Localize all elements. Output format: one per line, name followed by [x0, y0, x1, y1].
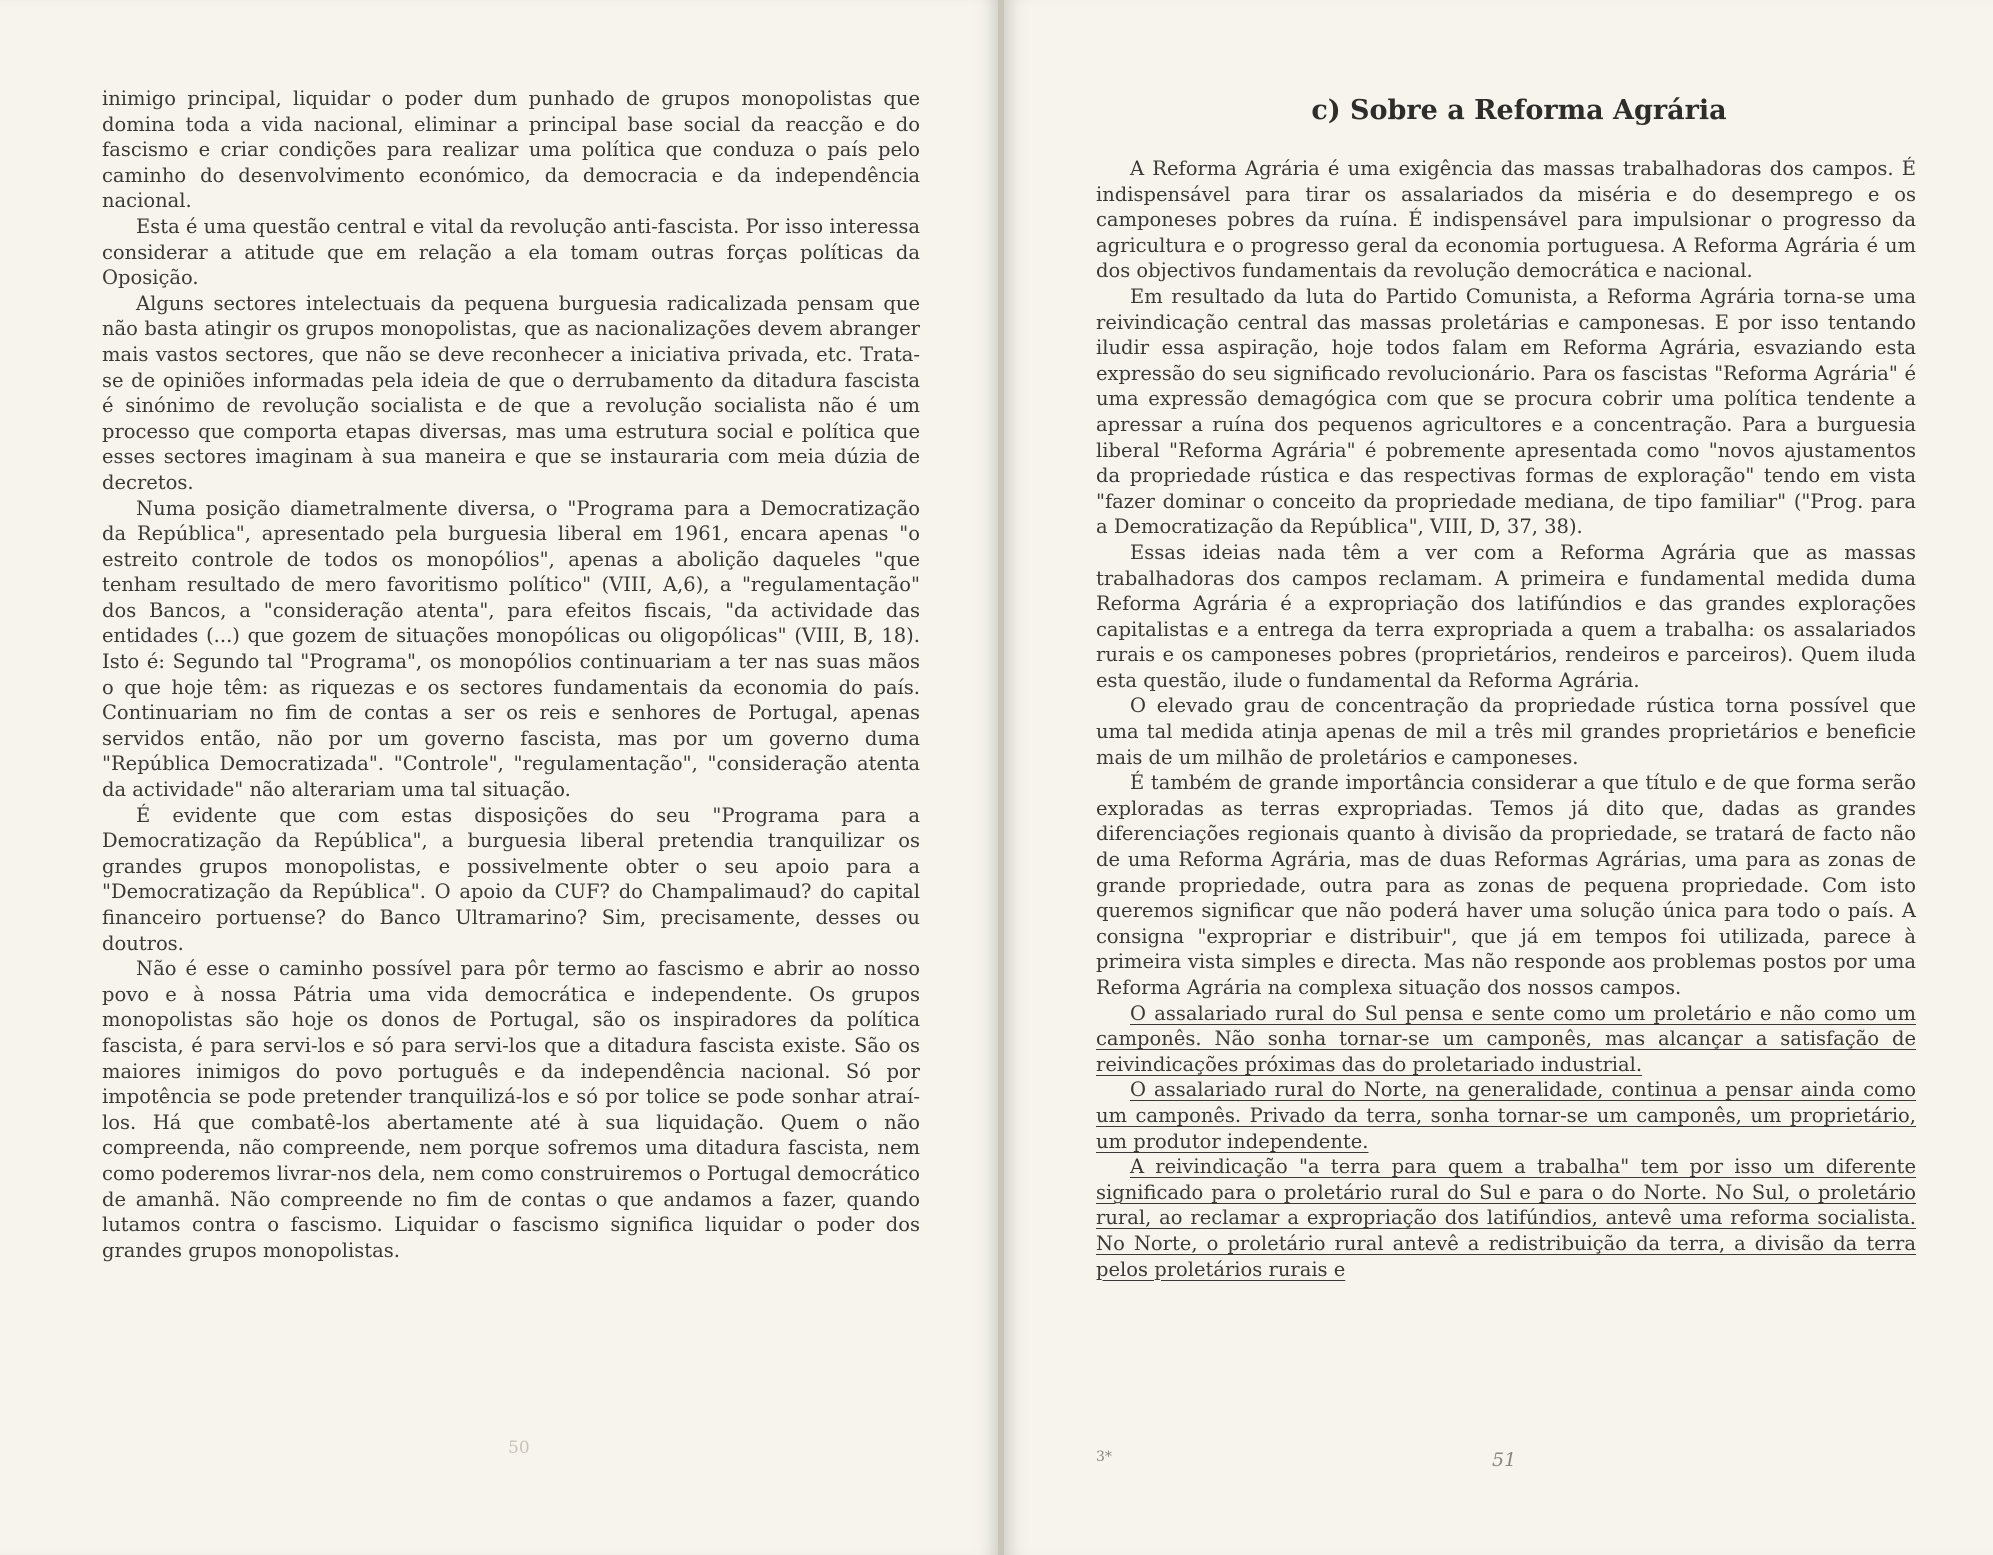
underlined-paragraph: O assalariado rural do Norte, na generalidade, continua a pensar ainda como um camponês. Privado da terra, sonha tornar-se um camponês, um proprietário, um produtor independente.	[1096, 1078, 1916, 1153]
paragraph: Numa posição diametralmente diversa, o "Programa para a Democratização da República", apresentado pela burguesia liberal em 1961, encara apenas "o estreito controle de todos os monopólios", apenas a abolição daqueles "que tenham resultado de mero favoritismo político" (VIII, A,6), a "regulamentação" dos Bancos, a "consideração atenta", para efeitos fiscais, "da actividade das entidades (...) que gozem de situações monopólicas ou oligopólicas" (VIII, B, 18). Isto é: Segundo tal "Programa", os monopólios continuariam a ter nas suas mãos o que hoje têm: as riquezas e os sectores fundamentais da economia do país. Continuariam no fim de contas a ser os reis e senhores de Portugal, apenas servidos então, não por um governo fascista, mas por um governo duma "República Democratizada". "Controle", "regulamentação", "consideração atenta da actividade" não alterariam uma tal situação.	[102, 496, 920, 802]
paragraph: Esta é uma questão central e vital da revolução anti-fascista. Por isso interessa considerar a atitude que em relação a ela tomam outras forças políticas da Oposição.	[102, 214, 921, 290]
right-page	[1004, 0, 1993, 1555]
paragraph: O elevado grau de concentração da propriedade rústica torna possível que uma tal medida atinja apenas de mil a três mil grandes proprietários e beneficie mais de um milhão de proletários e camponeses.	[1096, 694, 1916, 769]
paragraph: Essas ideias nada têm a ver com a Reforma Agrária que as massas trabalhadoras dos campos reclamam. A primeira e fundamental medida duma Reforma Agrária é a expropriação dos latifúndios e das grandes explorações capitalistas e a entrega da terra expropriada a quem a trabalha: os assalariados rurais e os camponeses pobres (proprietários, rendeiros e parceiros). Quem iluda esta questão, ilude o fundamental da Reforma Agrária.	[1096, 540, 1916, 692]
underlined-paragraph: O assalariado rural do Sul pensa e sente como um proletário e não como um camponês. Não sonha tornar-se um camponês, mas alcançar a satisfação de reivindicações próximas das do proletariado industrial.	[1096, 1001, 1916, 1076]
page-number: 51	[1492, 1449, 1517, 1471]
paragraph: A Reforma Agrária é uma exigência das massas trabalhadoras dos campos. É indispensável para tirar os assalariados da miséria e do desemprego e os camponeses pobres da ruína. É indispensável para impulsionar o progresso da agricultura e o progresso geral da economia portuguesa. A Reforma Agrária é um dos objectivos fundamentais da revolução democrática e nacional.	[1096, 157, 1916, 283]
signature-mark: 3*	[1096, 1449, 1112, 1465]
left-page-body	[102, 86, 920, 1263]
paragraph: Alguns sectores intelectuais da pequena burguesia radicalizada pensam que não basta atingir os grupos monopolistas, que as nacionalizações devem abranger mais vastos sectores, que não se deve reconhecer a iniciativa privada, etc. Trata-se de opiniões informadas pela ideia de que o derrubamento da ditadura fascista é sinónimo de revolução socialista e de que a revolução socialista não é um processo que comporta etapas diversas, mas uma estrutura social e política que esses sectores imaginam à sua maneira e que se instauraria com meia dúzia de decretos.	[102, 291, 920, 494]
page-number: 50	[508, 1438, 530, 1458]
paragraph: Em resultado da luta do Partido Comunista, a Reforma Agrária tornа-se uma reivindicação central das massas proletárias e camponesas. E por isso tentando iludir essa aspiração, hoje todos falam em Reforma Agrária, esvaziando esta expressão do seu significado revolucionário. Para os fascistas "Reforma Agrária" é uma expressão demagógica com que se procura cobrir uma política tendente a apressar a ruína dos pequenos agricultores e a concentração. Para a burguesia liberal "Reforma Agrária" é pobremente apresentada como "novos ajustamentos da propriedade rústica e das respectivas formas de exploração" tendo em vista "fazer dominar o conceito da propriedade mediana, de tipo familiar" ("Prog. para a Democratização da República", VIII, D, 37, 38).	[1096, 284, 1916, 539]
paragraph: É evidente que com estas disposições do seu "Programa para a Democratização da República", a burguesia liberal pretendia tranquilizar os grandes grupos monopolistas, e possivelmente obter o seu apoio para a "Democratização da República". O apoio da CUF? do Champalimaud? do capital financeiro portuense? do Banco Ultramarino? Sim, precisamente, desses ou doutros.	[102, 803, 920, 955]
section-title: c) Sobre a Reforma Agrária	[1311, 95, 1727, 126]
paragraph: É também de grande importância considerar a que título e de que forma serão exploradas as terras expropriadas. Temos já dito que, dadas as grandes diferenciações regionais quanto à divisão da propriedade, se tratará de facto não de uma Reforma Agrária, mas de duas Reformas Agrárias, uma para as zonas de grande propriedade, outra para as zonas de pequena propriedade. Com isto queremos significar que não poderá haver uma solução única para todo o país. A consigna "expropriar e distribuir", que já em tempos foi utilizada, parece à primeira vista simples e directa. Mas não responde aos problemas postos por uma Reforma Agrária na complexa situação dos nossos campos.	[1096, 771, 1916, 999]
paragraph: Não é esse o caminho possível para pôr termo ao fascismo e abrir ao nosso povo e à nossa Pátria uma vida democrática e independente. Os grupos monopolistas são hoje os donos de Portugal, são os inspiradores da política fascista, é para servi-los e só para servi-los que a ditadura fascista existe. São os maiores inimigos do povo português e da independência nacional. Só por impotência se pode pretender tranquilizá-los e só por tolice se pode sonhar atraí-los. Há que combatê-los abertamente até à sua liquidação. Quem o não compreenda, não compreende, nem porque sofremos uma ditadura fascista, nem como poderemos livrar-nos dela, nem como construiremos o Portugal democrático de amanhã. Não compreende no fim de contas o que andamos a fazer, quando lutamos contra o fascismo. Liquidar o fascismo significa liquidar o poder dos grandes grupos monopolistas.	[102, 957, 920, 1262]
paragraph: inimigo principal, liquidar o poder dum punhado de grupos monopolistas que domina toda a vida nacional, eliminar a principal base social da reacção e do fascismo e criar condições para realizar uma política que conduza o país pelo caminho do desenvolvimento económico, da democracia e da independência nacional.	[102, 87, 920, 213]
right-page-body	[1096, 156, 1916, 1282]
underlined-paragraph: A reivindicação "a terra para quem a trabalha" tem por isso um diferente significado para o proletário rural do Sul e para o do Norte. No Sul, o proletário rural, ao reclamar a expropriação dos latifúndios, antevê uma reforma socialista. No Norte, o proletário rural antevê a redistribuição da terra, a divisão da terra pelos proletários rurais e	[1096, 1155, 1916, 1281]
